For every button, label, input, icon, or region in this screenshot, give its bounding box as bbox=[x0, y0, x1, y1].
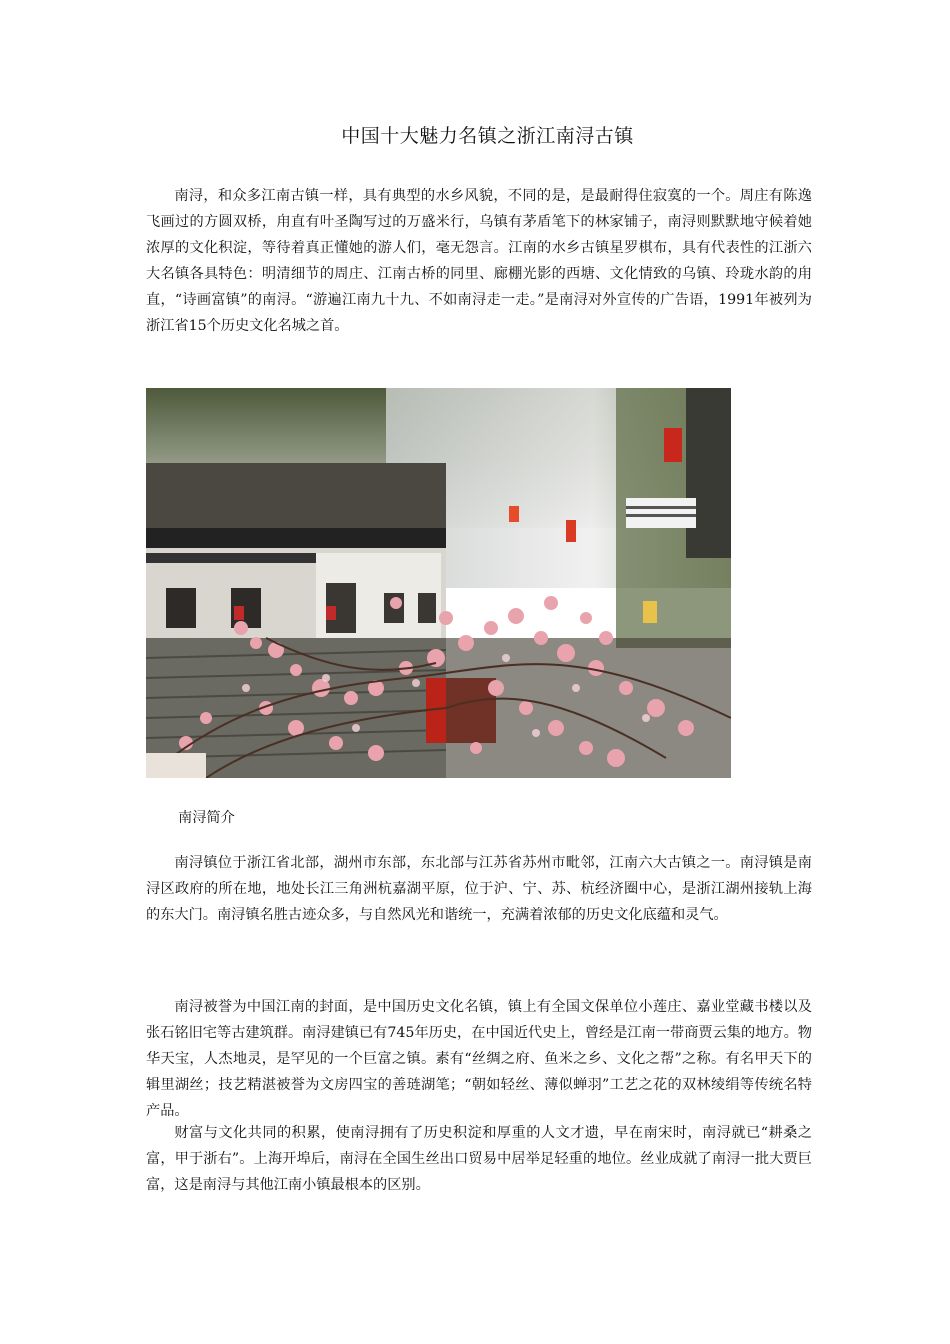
water-town-reflection-image bbox=[146, 388, 731, 778]
section-heading: 南浔简介 bbox=[178, 810, 235, 826]
document-title: 中国十大魅力名镇之浙江南浔古镇 bbox=[341, 125, 634, 147]
paragraph-history: 南浔被誉为中国江南的封面，是中国历史文化名镇，镇上有全国文保单位小莲庄、嘉业堂藏书楼以及张石铭旧宅等古建筑群。南浔建镇已有745年历史，在中国近代史上，曾经是江南一带商贾云集的地方。物华天宝，人杰地灵，是罕见的一个巨富之镇。素有“丝绸之府、鱼米之乡、文化之帮”之称。有名甲天下的辑里湖丝；技艺精湛被誉为文房四宝的善琏湖笔；“朝如轻丝、薄似蝉羽”工艺之花的双林绫绢等传统名特产品。 bbox=[146, 999, 812, 1119]
canal-photo bbox=[146, 388, 731, 778]
paragraph-wealth: 财富与文化共同的积累，使南浔拥有了历史积淀和厚重的人文才遗，早在南宋时，南浔就已“耕桑之富，甲于浙右”。上海开埠后，南浔在全国生丝出口贸易中居举足轻重的地位。丝业成就了南浔一批大贾巨富，这是南浔与其他江南小镇最根本的区别。 bbox=[146, 1125, 812, 1193]
paragraph-intro: 南浔，和众多江南古镇一样，具有典型的水乡风貌，不同的是，是最耐得住寂寞的一个。周庄有陈逸飞画过的方圆双桥，甪直有叶圣陶写过的万盛米行，乌镇有茅盾笔下的林家铺子，南浔则默默地守候着她浓厚的文化积淀，等待着真正懂她的游人们，毫无怨言。江南的水乡古镇星罗棋布，具有代表性的江浙六大名镇各具特色：明清细节的周庄、江南古桥的同里、廊棚光影的西塘、文化情致的乌镇、玲珑水韵的甪直，“诗画富镇”的南浔。“游遍江南九十九、不如南浔走一走。”是南浔对外宣传的广告语，1991年被列为浙江省15个历史文化名城之首。 bbox=[146, 188, 812, 334]
paragraph-location: 南浔镇位于浙江省北部，湖州市东部，东北部与江苏省苏州市毗邻，江南六大古镇之一。南浔镇是南浔区政府的所在地，地处长江三角洲杭嘉湖平原，位于沪、宁、苏、杭经济圈中心，是浙江湖州接轨上海的东大门。南浔镇名胜古迹众多，与自然风光和谐统一，充满着浓郁的历史文化底蕴和灵气。 bbox=[146, 855, 812, 923]
